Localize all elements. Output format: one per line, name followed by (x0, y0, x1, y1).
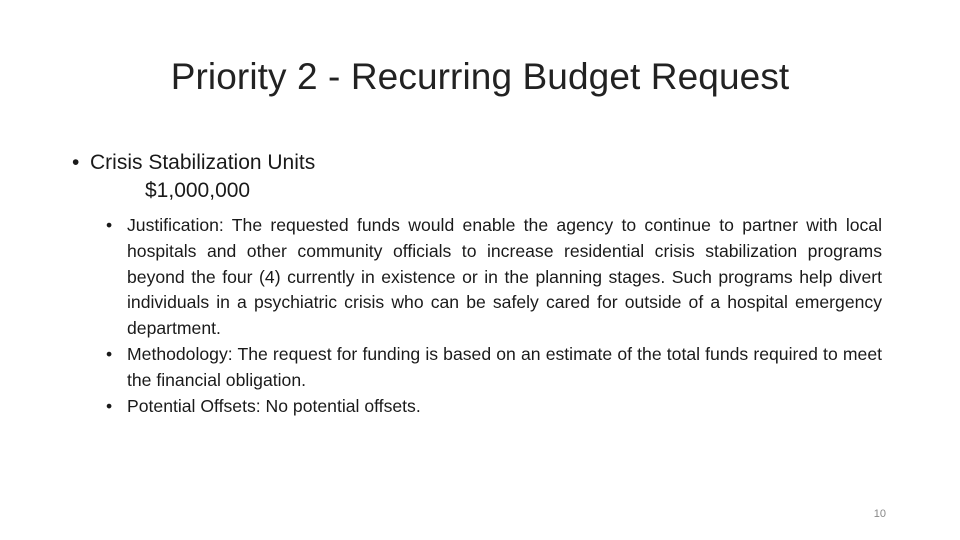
sub-bullet-offsets (106, 394, 882, 420)
sub-bullet-methodology (106, 342, 882, 394)
offsets-text: Potential Offsets: No potential offsets. (127, 395, 421, 416)
bullet-marker: • (106, 343, 113, 364)
page-number: 10 (873, 508, 886, 520)
bullet-marker: • (106, 215, 113, 235)
sub-bullet-list (106, 213, 882, 419)
methodology-text: Methodology: The request for funding is based on an estimate of the total funds required to meet the financial obligation. (127, 343, 882, 390)
sub-bullet-justification (106, 213, 882, 342)
justification-text: Justification: The requested funds would enable the agency to continue to partner with local hospitals and other community officials to increase residential crisis stabilization programs beyond the four (4) currently in existence or in the planning stages. Such programs help divert individuals in a psychiatric crisis who can be safely cared for outside of a hospital emergency department. (127, 215, 882, 339)
main-bullet-label: Crisis Stabilization Units (90, 151, 316, 174)
bullet-marker: • (106, 395, 113, 416)
slide-title: Priority 2 - Recurring Budget Request (170, 56, 790, 97)
budget-amount: $1,000,000 (145, 179, 251, 202)
main-bullet (72, 150, 315, 176)
bullet-marker: • (72, 151, 80, 174)
